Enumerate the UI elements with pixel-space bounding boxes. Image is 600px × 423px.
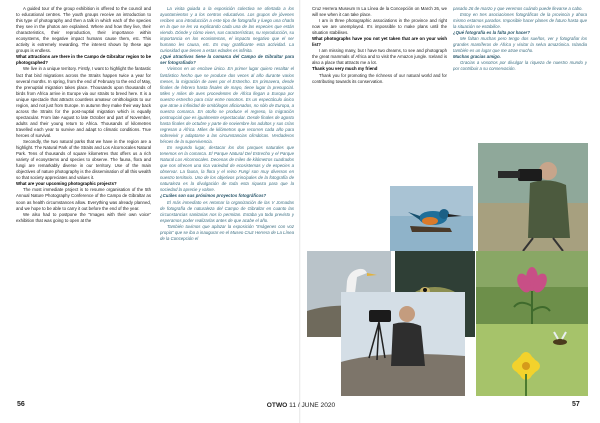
photographer-with-tripod-photo — [341, 292, 465, 396]
body-paragraph: También tuvimos que aplazar la exposición "Imágenes con voz propia" que se iba a inaugurar en el Museo Cruz Herrera de La Línea de la Concepción el — [160, 223, 294, 241]
english-column-right — [312, 6, 447, 92]
interview-question: What photographs have you not yet taken that are on your wish list? — [312, 36, 447, 48]
spanish-column-right — [453, 6, 587, 92]
body-paragraph: The most immediate project is to resume organisation of the 5th Annual Nature Photography Conference of the Campo de Gibraltar as soon as health circumstances allow. Everything was already planned, and we hope to be able to carry it out before the end of the year. — [16, 187, 151, 211]
interview-question: ¿Qué fotografía es la falta por hacer? — [453, 30, 530, 36]
page-number-right: 57 — [572, 401, 580, 408]
spine-gutter — [299, 0, 301, 423]
body-paragraph: El más inmediato es retomar la organización de las V Jornadas de fotografía de naturaleza del Campo de Gibraltar en cuanto las circunstancias sanitarias nos lo permitan. Estaba ya todo previsto y esperamos poder realizarlas antes de que acabe el año. — [160, 199, 294, 223]
body-paragraph: A guided tour of the group exhibition is offered to the council and to educational centres. The youth groups receive an introduction to this type of photography and then a talk in which each of the species they see in the photos are explained. Where and how they live, their characteristics, their reproduction, their importance within ecosystems, the negative impact humans cause them, etc. This activity is extremely rewarding. The interest shown by these age groups is endless. — [16, 6, 151, 54]
magazine-issue-line — [256, 402, 346, 409]
body-paragraph: Thank you for promoting the richness of our natural world and for contributing towards its conservation. — [312, 72, 447, 84]
interview-question: Thank you very much my friend — [312, 66, 378, 72]
body-paragraph: I am missing many, but I have two dreams, to see and photograph the great mammals of Africa and to visit the Amazon jungle. Iceland is also a place that attracts me a lot. — [312, 48, 447, 66]
body-paragraph: Vivimos en un enclave único. En primer lugar quiero resaltar el fantástico hecho que se produce dos veces al año durante varios meses, la migración de aves por el Estrecho. En primavera, desde finales de febrero hasta finales de mayo, tiene lugar la prenupcial. Miles y miles de aves procedentes de África llegan a Europa por nuestro estrecho para criar entre nosotros. Es un espectáculo único que atrae a infinidad de ornitólogos aficionados, no sólo de Europa, a nuestra comarca. En otoño se produce el regreso, la migración postnupcial que es igualmente espectacular. Desde finales de agosto hasta finales de octubre y parte de noviembre los adultos y sus crías regresan a África. Miles de kilómetros que recorren cada año para sobrevivir y adaptarse a las circunstancias climáticas. Verdaderos héroes de la supervivencia. — [160, 66, 294, 145]
magazine-issue: 11 / JUNE 2020 — [289, 402, 336, 409]
body-paragraph: We also had to postpone the "Images with their own voice" exhibition that was going to open at the — [16, 211, 151, 223]
english-column-left — [16, 6, 151, 398]
spanish-column-left — [160, 6, 294, 398]
interview-question: Muchas gracias amigo. — [453, 54, 501, 60]
photographer-in-hide-photo — [478, 143, 588, 251]
body-paragraph: We live in a unique territory. Firstly, I want to highlight the fantastic fact that bird migrations across the Straits happen twice a year for several months. In spring, from the end of February to the end of May, the prenuptial migration takes place. Thousands upon thousands of birds from Africa arrive in Europe via our straits to breed here. It is a unique spectacle that attracts countless amateur ornithologists to our region, and not just from Europe. In autumn they make their way back across the Straits for the post-nuptial migration which is equally spectacular. From late August to late October and part of November, adults and their young return to Africa. Thousands of kilometres travelled each year to survive and adapt to climatic conditions. True heroes of survival. — [16, 66, 151, 138]
body-paragraph: I am in three photographic associations in the province and right now we are unemployed. It's impossible to make plans until the situation stabilises. — [312, 18, 447, 36]
page-number-left: 56 — [17, 401, 25, 408]
body-paragraph: En segundo lugar, destacar los dos parques naturales que tenemos en la comarca. El Parque Natural Del Estrecho y el Parque Natural Los Alcornocales. Decenas de miles de kilómetros cuadrados que nos ofrecen una rica variedad de ecosistemas y de especies a observar. La fauna, la flora y el reino Fungi son muy diversos en nuestro territorio. Uno de los objetivos principales de la fotografía de naturaleza es la divulgación de toda esta riqueza para que la sociedad la aprecie y valore. — [160, 145, 294, 193]
interview-question: ¿Qué atractivos tiene la comarca del Campo de Gibraltar para ser fotografiado? — [160, 54, 294, 66]
body-paragraph: La visita guiada a la exposición colectiva se ofertada a los ayuntamientos y a los centros educativos. Los grupos de jóvenes reciben una introducción a este tipo de fotografía y luego una charla en la que se les va explicando cada una de las especies que están viendo. Dónde y cómo viven, sus características, su reproducción, su importancia en los ecosistemas, el impacto negativo que el ser humano les causa, etc. Es muy gratificante esta actividad. La curiosidad que tienen a estas edades es infinita. — [160, 6, 294, 54]
interview-question: What attractions are there in the Campo de Gibraltar region to be photographed? — [16, 54, 151, 66]
pink-flower-photo — [476, 251, 588, 324]
body-paragraph: Me faltan muchas pero tengo dos sueños, ver y fotografiar los grandes mamíferos de África y visitar la selva amazónica. Islandia también es un lugar que me atrae mucho. — [453, 36, 587, 54]
body-paragraph: Secondly, the two natural parks that we have in the region are a highlight. The Natural Park of the Straits and Los Alcornocales Natural Park. Tens of thousands of square kilometres that offers us a rich variety of ecosystems and species to observe. The fauna, flora and fungi are remarkably diverse in our territory. Use of the main objectives of nature photography is the dissemination of all this wealth so that society appreciates and values it. — [16, 139, 151, 181]
kingfisher-photo — [390, 186, 473, 251]
flower-with-insect-photo — [476, 324, 588, 396]
magazine-name: OTWO — [266, 402, 288, 409]
body-paragraph: Estoy en tres asociaciones fotográficas de la provincia y ahora mismo estamos parados. Imposible hacer planes de futuro hasta que la situación se estabilice. — [453, 12, 587, 30]
body-paragraph: pasado 26 de marzo y que veremos cuándo puede llevarse a cabo. — [453, 6, 583, 11]
interview-question: What are your upcoming photographic projects? — [16, 181, 117, 187]
body-paragraph: Gracias a vosotros por divulgar la riqueza de nuestro mundo y por contribuir a su conservación. — [453, 60, 587, 72]
body-paragraph: Cruz Herrera Museum In La Línea de la Concepción on March 26, we will see when it can take place. — [312, 6, 447, 18]
interview-question: ¿Cuáles son sus próximos proyectos fotográficos? — [160, 193, 267, 199]
